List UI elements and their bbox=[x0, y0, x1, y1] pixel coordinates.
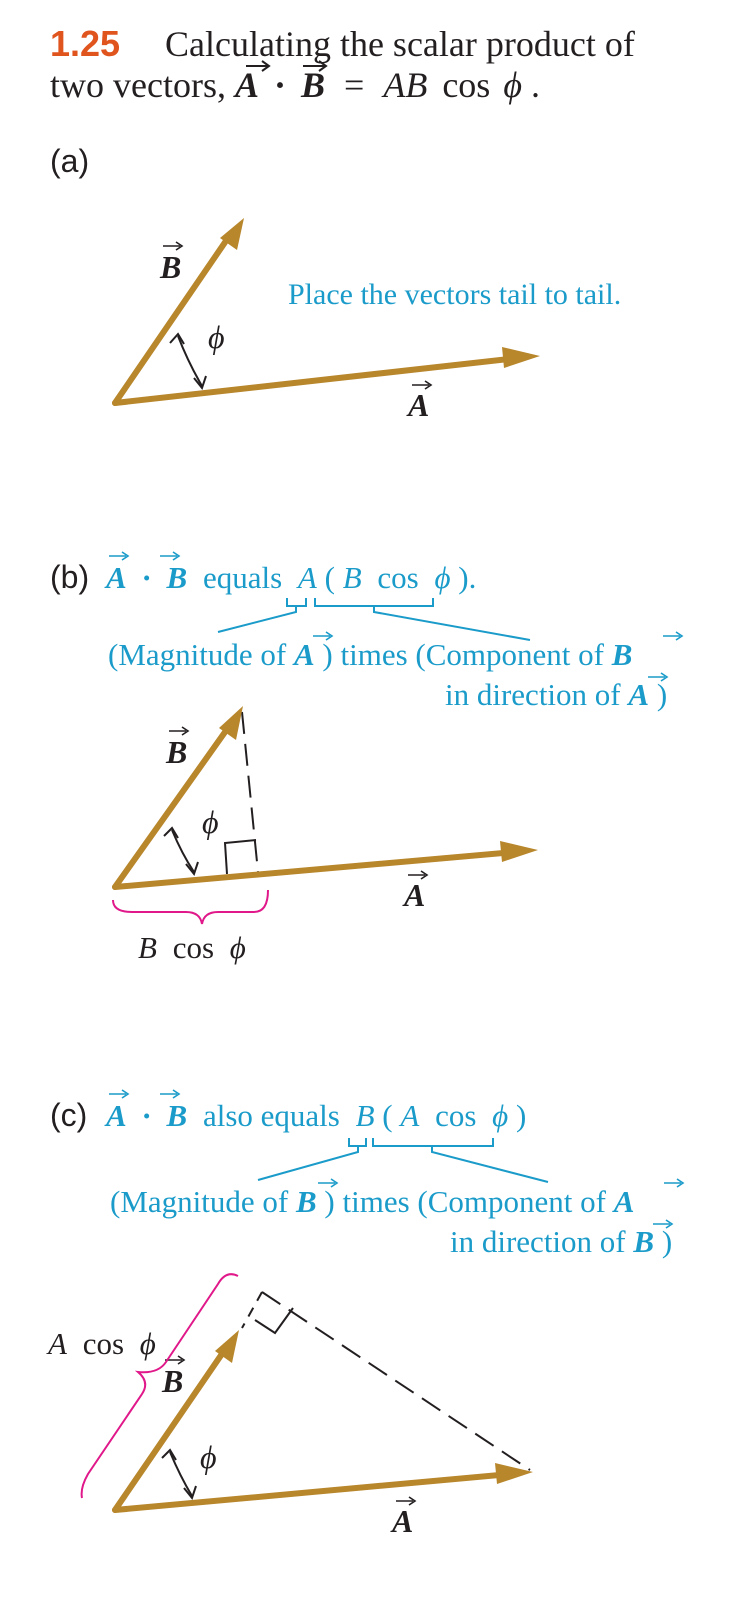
panel-a-note: Place the vectors tail to tail. bbox=[288, 278, 622, 311]
caption-period: . bbox=[530, 65, 540, 105]
panel-a bbox=[50, 143, 621, 423]
panel-b-eq-open: ( bbox=[324, 560, 335, 595]
panel-c-eq-b: B bbox=[355, 1098, 375, 1133]
caption-line-2 bbox=[50, 65, 540, 105]
panel-c-note-direction: in direction of bbox=[450, 1224, 634, 1259]
panel-c-proj-a: A bbox=[48, 1326, 67, 1361]
panel-b-eq-vec-b: B bbox=[166, 560, 188, 595]
panel-b-note-vec-b: B bbox=[611, 637, 633, 672]
panel-b-note-line-2 bbox=[445, 677, 667, 712]
caption-vector-b: B bbox=[301, 65, 326, 105]
panel-b-projection-brace bbox=[113, 890, 268, 924]
panel-a-label-a: A bbox=[408, 387, 430, 423]
panel-b-label-b: B bbox=[166, 734, 188, 770]
panel-c-note-vec-b: B bbox=[295, 1184, 317, 1219]
panel-c-proj-phi: ϕ bbox=[139, 1326, 156, 1361]
caption-equals: = bbox=[344, 65, 374, 105]
panel-c-note-magnitude: (Magnitude of bbox=[110, 1184, 296, 1219]
panel-b-eq-a: A bbox=[297, 560, 317, 595]
panel-c-note-line-1 bbox=[110, 1184, 634, 1219]
figure-number: 1.25 bbox=[50, 23, 121, 64]
caption-line-1: Calculating the scalar product of bbox=[165, 24, 635, 64]
panel-b-proj-phi: ϕ bbox=[229, 930, 246, 965]
panel-a-label: (a) bbox=[50, 143, 90, 179]
panel-b bbox=[50, 552, 682, 965]
panel-b-equation bbox=[104, 560, 476, 595]
panel-b-note-magnitude: (Magnitude of bbox=[108, 637, 294, 672]
panel-b-proj-cos: cos bbox=[172, 930, 215, 965]
panel-c-eq-a: A bbox=[400, 1098, 420, 1133]
panel-c-label-b: B bbox=[162, 1363, 184, 1399]
panel-c-brackets bbox=[258, 1138, 548, 1182]
panel-a-vector-a bbox=[115, 347, 540, 403]
panel-b-eq-dot: · bbox=[141, 560, 152, 595]
caption-phi: ϕ bbox=[503, 65, 522, 105]
panel-c-projection-dashes bbox=[242, 1292, 530, 1470]
panel-b-projection-dashes bbox=[225, 712, 258, 874]
panel-c-note-component: ) times (Component of bbox=[324, 1184, 614, 1219]
panel-c-label: (c) bbox=[50, 1097, 88, 1133]
panel-c-vector-b bbox=[115, 1330, 239, 1510]
panel-c-eq-vec-a: A bbox=[106, 1098, 127, 1133]
panel-a-label-b: B bbox=[160, 249, 182, 285]
panel-b-eq-phi: ϕ bbox=[434, 560, 451, 595]
panel-c-equation bbox=[104, 1098, 526, 1133]
panel-c-angle-arc-icon bbox=[162, 1450, 196, 1498]
caption-prefix: two vectors, bbox=[50, 65, 235, 105]
panel-b-phi: ϕ bbox=[202, 804, 219, 840]
caption-ab: AB bbox=[383, 65, 428, 105]
panel-b-projection-label bbox=[138, 930, 246, 965]
panel-a-phi: ϕ bbox=[208, 319, 225, 355]
panel-c-eq-cos: cos bbox=[435, 1098, 477, 1133]
panel-c-note-close: ) bbox=[661, 1224, 673, 1259]
panel-b-eq-b: B bbox=[342, 560, 362, 595]
panel-b-vector-a bbox=[115, 841, 538, 887]
panel-c-eq-vec-b: B bbox=[166, 1098, 188, 1133]
panel-b-eq-cos: cos bbox=[377, 560, 419, 595]
panel-c-eq-also: also equals bbox=[202, 1098, 340, 1133]
caption-cos: cos bbox=[442, 65, 491, 105]
panel-b-eq-vec-a: A bbox=[106, 560, 127, 595]
panel-c-note-vec-a: A bbox=[613, 1184, 635, 1219]
panel-b-eq-close: ). bbox=[458, 560, 477, 595]
panel-b-note-direction: in direction of bbox=[445, 677, 629, 712]
panel-c-eq-close: ) bbox=[515, 1098, 527, 1133]
panel-c-proj-cos: cos bbox=[82, 1326, 125, 1361]
panel-b-label: (b) bbox=[50, 559, 90, 595]
panel-b-note-line-1 bbox=[108, 637, 632, 672]
panel-c-eq-dot: · bbox=[141, 1098, 152, 1133]
panel-b-proj-b: B bbox=[138, 930, 157, 965]
panel-b-angle-arc-icon bbox=[164, 828, 198, 874]
panel-b-note-vec-a-2: A bbox=[628, 677, 650, 712]
panel-c-projection-label bbox=[46, 1326, 156, 1361]
panel-c-note-line-2 bbox=[450, 1224, 672, 1259]
panel-c-phi: ϕ bbox=[200, 1439, 217, 1475]
panel-b-note-component: ) times (Component of bbox=[322, 637, 612, 672]
panel-c-eq-arrows-icon bbox=[109, 1090, 179, 1098]
panel-c-eq-open: ( bbox=[382, 1098, 393, 1133]
panel-c-note-vec-b-2: B bbox=[633, 1224, 655, 1259]
panel-b-note-close: ) bbox=[656, 677, 668, 712]
panel-b-eq-arrows-icon bbox=[109, 552, 179, 560]
figure-caption bbox=[50, 23, 635, 105]
panel-c-label-a: A bbox=[392, 1503, 414, 1539]
panel-c bbox=[46, 1090, 683, 1539]
caption-dot: · bbox=[273, 65, 286, 105]
caption-vector-a: A bbox=[234, 65, 259, 105]
panel-b-note-vec-a: A bbox=[293, 637, 315, 672]
panel-b-brackets bbox=[218, 598, 530, 640]
panel-b-eq-equals: equals bbox=[202, 560, 283, 595]
panel-a-angle-arc-icon bbox=[170, 334, 206, 388]
panel-c-eq-phi: ϕ bbox=[492, 1098, 509, 1133]
panel-b-label-a: A bbox=[404, 877, 426, 913]
